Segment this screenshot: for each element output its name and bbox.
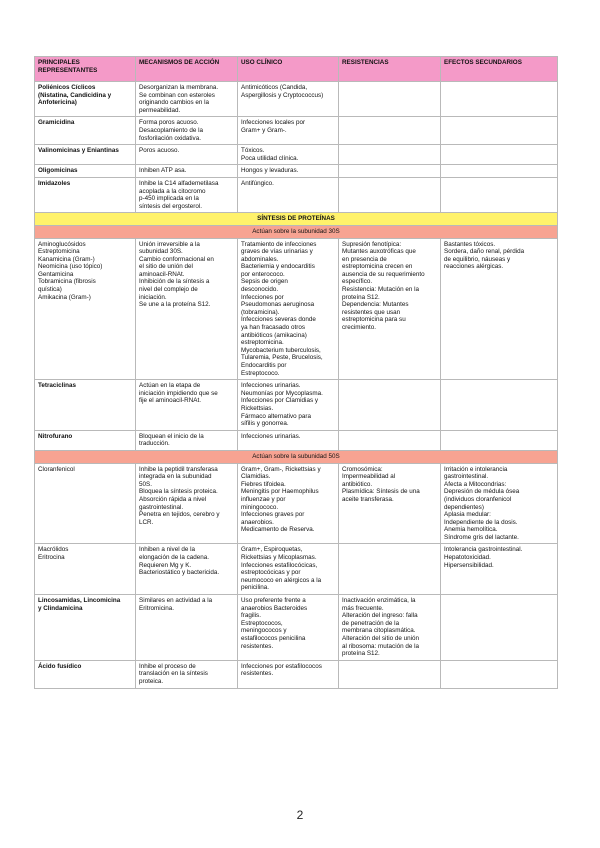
cell-line: Depresión de médula ósea bbox=[444, 488, 520, 496]
cell-line: Infecciones locales por bbox=[241, 119, 306, 127]
cell-line: Cromosómica: bbox=[342, 465, 383, 473]
cell-resistance bbox=[339, 544, 441, 595]
cell-line: Infecciones severas donde bbox=[241, 316, 316, 324]
group-membrane bbox=[35, 82, 558, 213]
cell-clinical-use bbox=[238, 380, 339, 431]
antibiotics-table-container bbox=[34, 56, 557, 689]
cell-line: Tularemia, Peste, Brucelosis, bbox=[241, 354, 323, 362]
cell-line: antibiótico. bbox=[342, 480, 373, 488]
cell-line: nivel del complejo de bbox=[139, 286, 198, 294]
cell-line: Dependencia: Mutantes bbox=[342, 301, 409, 309]
cell-line: Síndrome gris del lactante. bbox=[444, 533, 519, 541]
cell-side-effects bbox=[441, 430, 558, 450]
subunit-30s-row bbox=[35, 225, 558, 238]
cell-line: Tetraciclinas bbox=[38, 382, 77, 390]
cell-line: estreptomicina crecen en bbox=[342, 263, 413, 271]
cell-clinical-use bbox=[238, 463, 339, 544]
cell-line: Aminoglucósidos bbox=[38, 240, 86, 248]
header-representatives: PRINCIPALES REPRESENTANTES bbox=[35, 57, 136, 82]
cell-line: Inactivación enzimática, la bbox=[342, 597, 416, 605]
cell-line: Independiente de la dosis. bbox=[444, 518, 518, 526]
cell-line: Bacteriemia y endocarditis bbox=[241, 263, 315, 271]
cell-clinical-use bbox=[238, 660, 339, 688]
cell-line: antibióticos (amikacina) bbox=[241, 331, 307, 339]
cell-line: permeabilidad. bbox=[139, 106, 181, 114]
cell-line: Fármaco alternativo para bbox=[241, 412, 311, 420]
cell-representative bbox=[35, 165, 136, 178]
cell-line: Se une a la proteína S12. bbox=[139, 301, 211, 309]
cell-line: Aspergillosis y Cryptococcus) bbox=[241, 91, 324, 99]
cell-line: Valinomicinas y Eniantinas bbox=[38, 147, 119, 155]
cell-line: Irritación e intolerancia bbox=[444, 465, 508, 473]
cell-line: Sepsis de origen bbox=[241, 278, 288, 286]
cell-line: Rickettsias y Micoplasmas. bbox=[241, 554, 317, 562]
cell-line: graves de vías urinarias y bbox=[241, 248, 313, 256]
section-row bbox=[35, 213, 558, 226]
cell-side-effects bbox=[441, 165, 558, 178]
cell-line: (individuos cloranfenicol bbox=[444, 495, 512, 503]
group-50s bbox=[35, 463, 558, 688]
cell-representative bbox=[35, 430, 136, 450]
header-clinical-use: USO CLÍNICO bbox=[238, 57, 339, 82]
cell-mechanism bbox=[136, 595, 238, 661]
cell-line: subunidad 30S. bbox=[139, 248, 183, 256]
cell-mechanism bbox=[136, 430, 238, 450]
cell-line: Se combinan con esteroles bbox=[139, 91, 215, 99]
cell-line: Sordera, daño renal, pérdida bbox=[444, 248, 525, 256]
table-row bbox=[35, 177, 558, 212]
cell-line: estreptocócicas y por bbox=[241, 569, 301, 577]
cell-line: Gentamicina bbox=[38, 270, 74, 278]
cell-clinical-use bbox=[238, 177, 339, 212]
cell-line: Amikacina (Gram-) bbox=[38, 293, 91, 301]
cell-line: más frecuente. bbox=[342, 604, 384, 612]
cell-line: síntesis del ergosterol. bbox=[139, 202, 202, 210]
cell-line: Inhibición de la síntesis a bbox=[139, 278, 210, 286]
cell-line: fosforilación oxidativa. bbox=[139, 134, 201, 142]
cell-mechanism bbox=[136, 165, 238, 178]
cell-line: fragilis. bbox=[241, 612, 261, 620]
table-row bbox=[35, 380, 558, 431]
cell-side-effects bbox=[441, 463, 558, 544]
cell-line: Eritromicina. bbox=[139, 604, 174, 612]
cell-side-effects bbox=[441, 660, 558, 688]
header-resistances: RESISTENCIAS bbox=[339, 57, 441, 82]
cell-line: influenzae y por bbox=[241, 495, 286, 503]
cell-line: Neomicina (uso tópico) bbox=[38, 263, 103, 271]
antibiotics-table bbox=[34, 56, 558, 689]
cell-line: Impermeabilidad al bbox=[342, 473, 396, 481]
cell-line: estafilococos penicilina bbox=[241, 635, 306, 642]
cell-representative bbox=[35, 177, 136, 212]
table-row bbox=[35, 165, 558, 178]
cell-resistance bbox=[339, 117, 441, 145]
cell-line: Nitrofurano bbox=[38, 432, 73, 440]
cell-mechanism bbox=[136, 463, 238, 544]
cell-side-effects bbox=[441, 82, 558, 117]
cell-line: acoplada a la citocromo bbox=[139, 187, 206, 195]
cell-mechanism bbox=[136, 238, 238, 380]
cell-line: aceite transferasa. bbox=[342, 495, 394, 503]
cell-side-effects bbox=[441, 177, 558, 212]
subunit-50s-title: Actúan sobre la subunidad 50S bbox=[35, 450, 558, 463]
cell-representative bbox=[35, 380, 136, 431]
cell-line: Infecciones por Clamidias y bbox=[241, 397, 318, 405]
cell-line: de equilibrio, náuseas y bbox=[444, 255, 511, 263]
cell-line: Anfotericina) bbox=[38, 99, 77, 107]
cell-line: en presencia de bbox=[342, 255, 387, 263]
cell-line: proteína S12. bbox=[342, 650, 380, 658]
cell-line: Inhibe el proceso de bbox=[139, 662, 196, 670]
cell-line: Poros acuoso. bbox=[139, 147, 180, 155]
cell-line: Infecciones por estafilococos bbox=[241, 662, 322, 670]
cell-mechanism bbox=[136, 544, 238, 595]
header-mechanisms: MECANISMOS DE ACCIÓN bbox=[136, 57, 238, 82]
cell-clinical-use bbox=[238, 544, 339, 595]
cell-clinical-use bbox=[238, 165, 339, 178]
cell-line: Antifúngico. bbox=[241, 179, 274, 187]
cell-line: traducción. bbox=[139, 440, 170, 448]
page-number: 2 bbox=[296, 808, 304, 822]
cell-line: Endocarditis por bbox=[241, 362, 287, 369]
cell-side-effects bbox=[441, 544, 558, 595]
cell-line: Gramicidina bbox=[38, 119, 75, 127]
cell-line: Inhibe la C14 alfademetilasa bbox=[139, 179, 219, 187]
table-row bbox=[35, 117, 558, 145]
cell-line: Alteración del ingreso: falla bbox=[342, 612, 418, 620]
cell-line: Cloranfenicol bbox=[38, 465, 75, 473]
cell-line: el sitio de unión del bbox=[139, 263, 193, 271]
cell-line: membrana citoplasmática. bbox=[342, 627, 416, 635]
cell-line: Infecciones urinarias. bbox=[241, 432, 301, 440]
cell-line: Mutantes auxotróficas que bbox=[342, 248, 416, 256]
cell-line: y Clindamicina bbox=[38, 604, 83, 612]
cell-line: de penetración de la bbox=[342, 619, 400, 627]
cell-line: Hipersensibilidad. bbox=[444, 561, 494, 569]
cell-line: Poca utilidad clínica. bbox=[241, 154, 299, 162]
cell-line: Estreptococo. bbox=[241, 369, 280, 377]
cell-resistance bbox=[339, 380, 441, 431]
cell-line: gastrointestinal. bbox=[139, 503, 184, 511]
cell-line: Inhibe la peptidil transferasa bbox=[139, 465, 218, 473]
cell-line: Poliénicos Cíclicos bbox=[38, 84, 96, 91]
cell-line: Tóxicos. bbox=[241, 147, 265, 155]
cell-clinical-use bbox=[238, 595, 339, 661]
cell-line: Eritrocina bbox=[38, 554, 65, 562]
cell-line: Alteración del sitio de unión bbox=[342, 635, 420, 642]
cell-side-effects bbox=[441, 145, 558, 165]
cell-line: proteína S12. bbox=[342, 293, 380, 301]
table-row bbox=[35, 238, 558, 380]
group-30s bbox=[35, 238, 558, 450]
cell-line: Forma poros acuoso. bbox=[139, 119, 199, 127]
cell-line: Penetra en tejidos, cerebro y bbox=[139, 511, 220, 519]
cell-line: Neumonías por Mycoplasma. bbox=[241, 389, 323, 397]
cell-line: Oligomicinas bbox=[38, 167, 78, 175]
cell-representative bbox=[35, 117, 136, 145]
table-row bbox=[35, 463, 558, 544]
cell-clinical-use bbox=[238, 117, 339, 145]
section-50s bbox=[35, 450, 558, 463]
cell-line: Clamidias. bbox=[241, 473, 271, 481]
subunit-30s-title: Actúan sobre la subunidad 30S bbox=[35, 225, 558, 238]
cell-line: aminoacil-RNAt. bbox=[139, 270, 185, 278]
cell-line: quística) bbox=[38, 286, 62, 294]
cell-representative bbox=[35, 463, 136, 544]
cell-line: Medicamento de Reserva. bbox=[241, 526, 315, 534]
cell-mechanism bbox=[136, 660, 238, 688]
cell-representative bbox=[35, 595, 136, 661]
cell-line: resistentes. bbox=[241, 642, 274, 650]
cell-mechanism bbox=[136, 145, 238, 165]
section-title: SÍNTESIS DE PROTEÍNAS bbox=[35, 213, 558, 226]
cell-line: abdominales. bbox=[241, 255, 279, 263]
cell-line: reacciones alérgicas. bbox=[444, 263, 504, 271]
cell-line: anaerobios. bbox=[241, 518, 274, 526]
cell-line: iniciación impidiendo que se bbox=[139, 389, 218, 397]
cell-line: Requieren Mg y K. bbox=[139, 561, 192, 569]
cell-resistance bbox=[339, 238, 441, 380]
cell-representative bbox=[35, 544, 136, 595]
cell-line: Infecciones urinarias. bbox=[241, 382, 301, 390]
cell-line: Hepatotoxicidad. bbox=[444, 554, 491, 562]
cell-line: Inhiben a nivel de la bbox=[139, 546, 196, 554]
cell-line: meningococos y bbox=[241, 627, 287, 635]
cell-line: Afecta a Mitocondrias: bbox=[444, 480, 507, 488]
cell-resistance bbox=[339, 165, 441, 178]
cell-line: estreptomicina para su bbox=[342, 316, 406, 324]
cell-line: integrada en la subunidad bbox=[139, 473, 212, 481]
cell-line: Bacteriostático y bactericida. bbox=[139, 569, 220, 577]
table-row bbox=[35, 544, 558, 595]
cell-line: fije el aminoacil-RNAt. bbox=[139, 397, 201, 405]
cell-line: resistentes. bbox=[241, 670, 274, 678]
cell-line: Absorción rápida a nivel bbox=[139, 495, 207, 503]
cell-line: crecimiento. bbox=[342, 324, 376, 332]
cell-line: Cambio conformacional en bbox=[139, 255, 214, 263]
table-row bbox=[35, 430, 558, 450]
cell-line: Bastantes tóxicos. bbox=[444, 240, 496, 248]
cell-line: por enterococo. bbox=[241, 270, 285, 278]
cell-line: Mycobacterium tuberculosis, bbox=[241, 346, 321, 354]
table-row bbox=[35, 660, 558, 688]
cell-line: Bloquea la síntesis proteica. bbox=[139, 488, 218, 496]
cell-line: Bloquean el inicio de la bbox=[139, 432, 204, 440]
cell-clinical-use bbox=[238, 82, 339, 117]
cell-line: ya han fracasado otros bbox=[241, 324, 306, 332]
cell-line: Similares en actividad a la bbox=[139, 597, 213, 605]
table-row bbox=[35, 145, 558, 165]
cell-line: Gram+ y Gram-. bbox=[241, 126, 287, 134]
cell-line: Infecciones por bbox=[241, 293, 284, 301]
cell-line: originando cambios en la bbox=[139, 99, 210, 107]
cell-clinical-use bbox=[238, 145, 339, 165]
cell-line: al ribosoma: mutación de la bbox=[342, 642, 420, 650]
cell-resistance bbox=[339, 660, 441, 688]
cell-line: Tobramicina (fibrosis bbox=[38, 278, 96, 286]
cell-line: Meningitis por Haemophilus bbox=[241, 488, 319, 496]
cell-line: Antimicóticos (Candida, bbox=[241, 84, 308, 91]
cell-line: Kanamicina (Gram-) bbox=[38, 255, 95, 263]
cell-resistance bbox=[339, 82, 441, 117]
cell-line: neumococo en alérgicos a la bbox=[241, 576, 322, 584]
cell-line: Plasmídica: Síntesis de una bbox=[342, 488, 420, 496]
cell-line: sífilis y gonorrea. bbox=[241, 420, 289, 428]
cell-line: penicilina. bbox=[241, 584, 270, 592]
cell-line: LCR. bbox=[139, 518, 154, 526]
cell-line: ausencia de su requerimiento bbox=[342, 270, 425, 278]
cell-line: Supresión fenotípica: bbox=[342, 240, 402, 248]
cell-line: (Nistatina, Candicidina y bbox=[38, 91, 112, 99]
cell-line: 50S. bbox=[139, 480, 152, 488]
cell-line: dependientes) bbox=[444, 503, 484, 511]
cell-line: Desacoplamiento de la bbox=[139, 126, 204, 134]
cell-line: resistentes que usan bbox=[342, 308, 401, 316]
header-row bbox=[35, 57, 558, 82]
cell-line: iniciación. bbox=[139, 293, 167, 301]
cell-line: proteica. bbox=[139, 677, 164, 685]
cell-line: Intolerancia gastrointestinal. bbox=[444, 546, 523, 554]
subunit-50s-row bbox=[35, 450, 558, 463]
table-row bbox=[35, 595, 558, 661]
cell-resistance bbox=[339, 463, 441, 544]
cell-line: Lincosamidas, Lincomicina bbox=[38, 597, 121, 605]
cell-resistance bbox=[339, 177, 441, 212]
table-row bbox=[35, 82, 558, 117]
cell-resistance bbox=[339, 145, 441, 165]
cell-mechanism bbox=[136, 82, 238, 117]
header-side-effects: EFECTOS SECUNDARIOS bbox=[441, 57, 558, 82]
cell-line: específico. bbox=[342, 278, 373, 286]
cell-line: desconocido. bbox=[241, 286, 279, 294]
cell-representative bbox=[35, 660, 136, 688]
cell-line: Infecciones graves por bbox=[241, 511, 305, 519]
cell-line: Anemia hemolítica. bbox=[444, 526, 498, 534]
cell-line: Inhiben ATP asa. bbox=[139, 167, 187, 175]
cell-side-effects bbox=[441, 380, 558, 431]
cell-clinical-use bbox=[238, 238, 339, 380]
cell-line: Infecciones estafilocócicas, bbox=[241, 561, 318, 569]
cell-line: Gram+, Espiroquetas, bbox=[241, 546, 303, 554]
cell-line: anaerobios Bacteroides bbox=[241, 604, 308, 612]
cell-resistance bbox=[339, 595, 441, 661]
cell-line: Fiebres tifoidea. bbox=[241, 480, 286, 488]
cell-line: gastrointestinal. bbox=[444, 473, 489, 481]
cell-line: p-450 implicada en la bbox=[139, 195, 199, 203]
cell-line: Desorganizan la membrana. bbox=[139, 84, 219, 91]
cell-representative bbox=[35, 145, 136, 165]
cell-line: translación en la síntesis bbox=[139, 670, 208, 678]
cell-clinical-use bbox=[238, 430, 339, 450]
cell-mechanism bbox=[136, 380, 238, 431]
cell-line: Tratamiento de infecciones bbox=[241, 240, 317, 248]
cell-mechanism bbox=[136, 177, 238, 212]
cell-line: Rickettsias. bbox=[241, 404, 274, 412]
cell-side-effects bbox=[441, 117, 558, 145]
cell-line: Ácido fusídico bbox=[38, 662, 82, 670]
cell-side-effects bbox=[441, 238, 558, 380]
cell-side-effects bbox=[441, 595, 558, 661]
cell-line: Pseudomonas aeruginosa bbox=[241, 301, 315, 309]
cell-line: estreptomicina. bbox=[241, 339, 284, 347]
cell-line: Estreptomicina bbox=[38, 248, 80, 256]
cell-representative bbox=[35, 82, 136, 117]
cell-line: elongación de la cadena. bbox=[139, 554, 210, 562]
cell-line: Uso preferente frente a bbox=[241, 597, 306, 605]
cell-line: Macrólidos bbox=[38, 546, 69, 554]
cell-line: Aplasia medular: bbox=[444, 511, 491, 519]
cell-representative bbox=[35, 238, 136, 380]
cell-line: Imidazoles bbox=[38, 179, 71, 187]
section-protein-synthesis bbox=[35, 213, 558, 238]
cell-resistance bbox=[339, 430, 441, 450]
cell-line: (tobramicina). bbox=[241, 308, 280, 316]
cell-line: miningococo. bbox=[241, 503, 279, 511]
cell-line: Gram+, Gram-, Rickettsias y bbox=[241, 465, 321, 473]
cell-line: Resistencia: Mutación en la bbox=[342, 286, 420, 294]
cell-line: Estreptococos, bbox=[241, 619, 283, 627]
cell-line: Unión irreversible a la bbox=[139, 240, 200, 248]
cell-line: Actúan en la etapa de bbox=[139, 382, 201, 390]
cell-line: Hongos y levaduras. bbox=[241, 167, 299, 175]
cell-mechanism bbox=[136, 117, 238, 145]
